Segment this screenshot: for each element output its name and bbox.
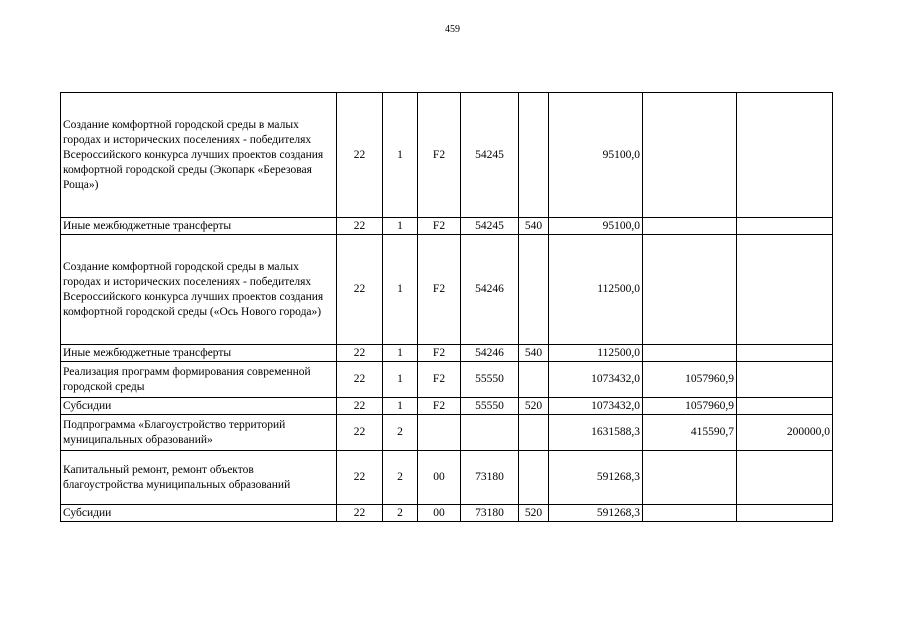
code-cell: 540 — [519, 345, 549, 362]
amount-cell: 95100,0 — [549, 218, 643, 235]
table-row — [61, 345, 833, 362]
amount-cell: 591268,3 — [549, 505, 643, 522]
row-name: Субсидии — [61, 398, 337, 415]
code-cell: 520 — [519, 505, 549, 522]
code-cell: 54246 — [461, 345, 519, 362]
code-cell: 1 — [383, 93, 418, 218]
code-cell: 1 — [383, 235, 418, 345]
code-cell: 54246 — [461, 235, 519, 345]
table-row — [61, 398, 833, 415]
amount-cell — [643, 345, 737, 362]
table-row — [61, 505, 833, 522]
code-cell: 73180 — [461, 505, 519, 522]
code-cell — [461, 415, 519, 451]
code-cell — [519, 415, 549, 451]
table-row — [61, 218, 833, 235]
code-cell: 2 — [383, 505, 418, 522]
code-cell: 22 — [337, 345, 383, 362]
code-cell — [519, 235, 549, 345]
amount-cell: 95100,0 — [549, 93, 643, 218]
table-row — [61, 451, 833, 505]
code-cell: 22 — [337, 415, 383, 451]
code-cell: 22 — [337, 451, 383, 505]
amount-cell: 112500,0 — [549, 235, 643, 345]
amount-cell: 1057960,9 — [643, 398, 737, 415]
row-name: Реализация программ формирования современной городской среды — [61, 362, 337, 398]
code-cell: 540 — [519, 218, 549, 235]
code-cell: 1 — [383, 218, 418, 235]
row-name: Субсидии — [61, 505, 337, 522]
code-cell: 55550 — [461, 362, 519, 398]
code-cell: 00 — [418, 451, 461, 505]
amount-cell — [737, 362, 833, 398]
code-cell: F2 — [418, 218, 461, 235]
amount-cell: 1057960,9 — [643, 362, 737, 398]
amount-cell — [643, 93, 737, 218]
amount-cell — [737, 505, 833, 522]
code-cell: 2 — [383, 415, 418, 451]
amount-cell — [737, 218, 833, 235]
code-cell: 1 — [383, 398, 418, 415]
code-cell: F2 — [418, 398, 461, 415]
amount-cell — [737, 451, 833, 505]
code-cell — [519, 93, 549, 218]
amount-cell — [643, 235, 737, 345]
amount-cell — [737, 345, 833, 362]
table-row — [61, 362, 833, 398]
code-cell: 55550 — [461, 398, 519, 415]
table-row — [61, 235, 833, 345]
code-cell — [519, 362, 549, 398]
page-number: 459 — [445, 24, 460, 35]
row-name: Иные межбюджетные трансферты — [61, 218, 337, 235]
code-cell: 22 — [337, 235, 383, 345]
amount-cell: 1073432,0 — [549, 398, 643, 415]
amount-cell — [737, 398, 833, 415]
amount-cell — [737, 93, 833, 218]
row-name: Подпрограмма «Благоустройство территорий муниципальных образований» — [61, 415, 337, 451]
code-cell: 1 — [383, 345, 418, 362]
code-cell: F2 — [418, 362, 461, 398]
amount-cell: 200000,0 — [737, 415, 833, 451]
row-name: Капитальный ремонт, ремонт объектов благоустройства муниципальных образований — [61, 451, 337, 505]
code-cell: 22 — [337, 398, 383, 415]
code-cell: 54245 — [461, 93, 519, 218]
amount-cell: 1631588,3 — [549, 415, 643, 451]
table-row — [61, 415, 833, 451]
row-name: Создание комфортной городской среды в малых городах и исторических поселениях - победителях Всероссийского конкурса лучших проектов создания комфортной городской среды («Ось Нового города») — [61, 235, 337, 345]
code-cell: 520 — [519, 398, 549, 415]
budget-table — [60, 92, 833, 522]
code-cell: 2 — [383, 451, 418, 505]
code-cell: 22 — [337, 218, 383, 235]
code-cell: F2 — [418, 93, 461, 218]
amount-cell: 591268,3 — [549, 451, 643, 505]
code-cell: 00 — [418, 505, 461, 522]
amount-cell: 415590,7 — [643, 415, 737, 451]
code-cell — [519, 451, 549, 505]
code-cell: 1 — [383, 362, 418, 398]
code-cell: 54245 — [461, 218, 519, 235]
row-name: Создание комфортной городской среды в малых городах и исторических поселениях - победителях Всероссийского конкурса лучших проектов создания комфортной городской среды (Экопарк «Березовая Роща») — [61, 93, 337, 218]
amount-cell — [643, 218, 737, 235]
code-cell: 22 — [337, 505, 383, 522]
code-cell: F2 — [418, 345, 461, 362]
amount-cell — [737, 235, 833, 345]
code-cell — [418, 415, 461, 451]
row-name: Иные межбюджетные трансферты — [61, 345, 337, 362]
code-cell: 22 — [337, 93, 383, 218]
code-cell: 73180 — [461, 451, 519, 505]
table-row — [61, 93, 833, 218]
code-cell: F2 — [418, 235, 461, 345]
amount-cell: 112500,0 — [549, 345, 643, 362]
amount-cell: 1073432,0 — [549, 362, 643, 398]
code-cell: 22 — [337, 362, 383, 398]
amount-cell — [643, 505, 737, 522]
amount-cell — [643, 451, 737, 505]
